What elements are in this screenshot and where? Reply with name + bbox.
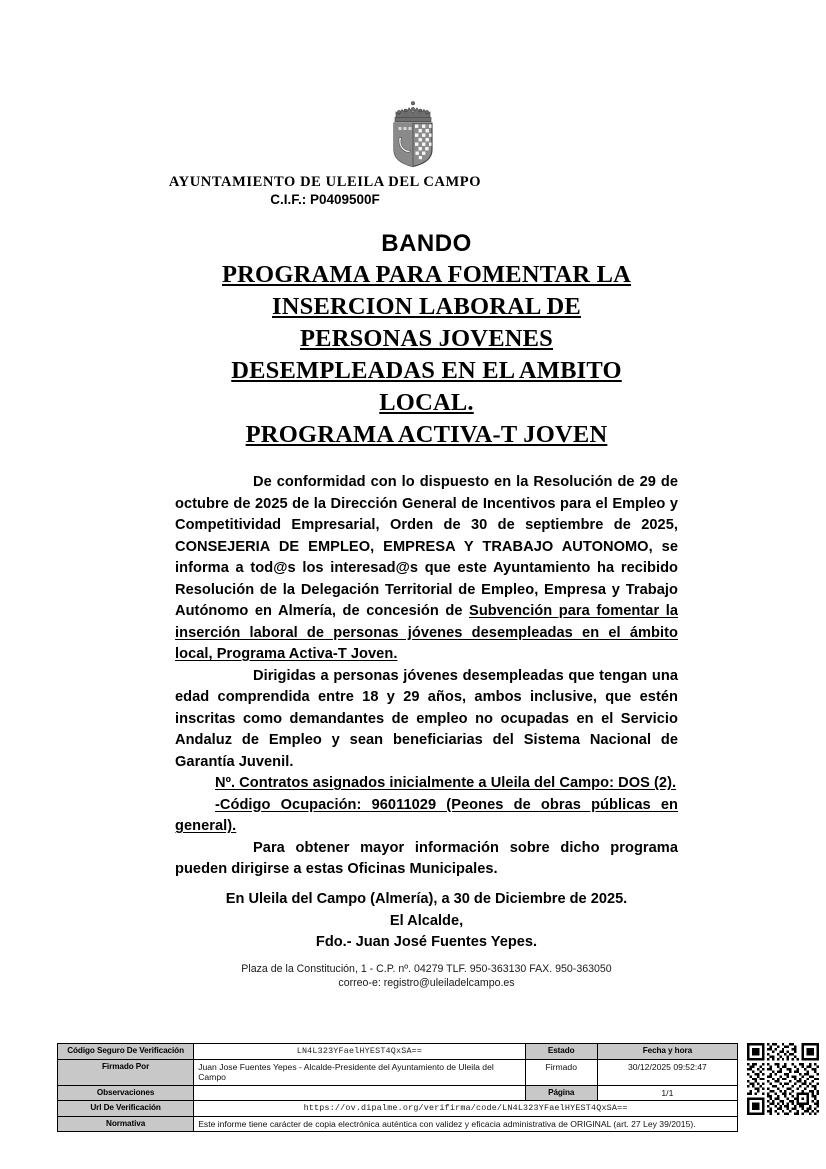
label-verify-url: Url De Verificación	[58, 1101, 194, 1117]
value-observations	[194, 1085, 525, 1101]
program-title-text-2: INSERCION LABORAL DE	[272, 293, 581, 320]
signature-block	[175, 889, 678, 954]
label-datetime: Fecha y hora	[597, 1044, 737, 1060]
page-title: BANDO	[381, 230, 472, 257]
program-title-line-3	[175, 323, 678, 355]
value-regulation: Este informe tiene carácter de copia electrónica auténtica con validez y eficacia administrativa de ORIGINAL (art. 27 Ley 39/2015).	[194, 1116, 738, 1132]
address-line-2: correo-e: registro@uleiladelcampo.es	[338, 977, 515, 989]
program-title-line-4	[175, 355, 678, 387]
program-title-line-2	[175, 291, 678, 323]
signature-name: Fdo.- Juan José Fuentes Yepes.	[315, 934, 538, 950]
program-title-text-6: PROGRAMA ACTIVA-T JOVEN	[245, 421, 608, 448]
paragraph-resolution-underlined: Subvención para fomentar la inserción laboral de personas jóvenes desempleadas en el ámbito local, Programa Activa-T Joven.	[175, 603, 678, 662]
label-status: Estado	[525, 1044, 597, 1060]
paragraph-contracts-text: Nº. Contratos asignados inicialmente a Uleila del Campo: DOS (2).	[215, 775, 677, 791]
table-row	[58, 1101, 738, 1117]
table-row	[58, 1044, 738, 1060]
document-titles	[175, 228, 678, 451]
program-title-text-3: PERSONAS JOVENES	[299, 325, 554, 352]
coat-of-arms-icon	[386, 100, 440, 168]
paragraph-resolution-text: De conformidad con lo dispuesto en la Resolución de 29 de octubre de 2025 de la Dirección General de Incentivos para el Empleo y Competitividad Empresarial, Orden de 30 de septiembre de 2025, CONSEJERIA DE EMPLEO, EMPRESA Y TRABAJO AUTONOMO, se informa a tod@s los interesad@s que este Ayuntamiento ha recibido Resolución de la Delegación Territorial de Empleo, Empresa y Trabajo Autónomo en Almería, de concesión de	[175, 474, 678, 619]
program-title-text-1: PROGRAMA PARA FOMENTAR LA	[222, 261, 631, 288]
value-page: 1/1	[597, 1085, 737, 1101]
program-title-line-6	[175, 419, 678, 451]
label-page: Página	[525, 1085, 597, 1101]
value-signed-by: Juan Jose Fuentes Yepes - Alcalde-Presidente del Ayuntamiento de Uleila del Campo	[194, 1059, 525, 1085]
paragraph-occupation-code-text: -Código Ocupación: 96011029 (Peones de obras públicas en general).	[175, 796, 678, 834]
label-observations: Observaciones	[58, 1085, 194, 1101]
label-csv: Código Seguro De Verificación	[58, 1044, 194, 1060]
table-row	[58, 1116, 738, 1132]
address-line-1: Plaza de la Constitución, 1 - C.P. nº. 04279 TLF. 950-363130 FAX. 950-363050	[241, 963, 612, 975]
document-body	[175, 472, 678, 881]
value-verify-url[interactable]: https://ov.dipalme.org/verifirma/code/LN4L323YFaelHYEST4QxSA==	[194, 1101, 738, 1117]
paragraph-more-info: Para obtener mayor información sobre dicho programa pueden dirigirse a estas Oficinas Municipales.	[175, 839, 678, 877]
paragraph-contracts	[175, 773, 678, 795]
value-csv: LN4L323YFaelHYEST4QxSA==	[194, 1044, 525, 1060]
qr-code-verification[interactable]	[747, 1043, 819, 1115]
verification-zone	[57, 1043, 826, 1153]
address-footer	[175, 962, 678, 990]
program-title-line-5	[175, 387, 678, 419]
program-title-line-1	[175, 259, 678, 291]
organization-cif: C.I.F.: P0409500F	[270, 192, 380, 207]
table-row	[58, 1059, 738, 1085]
paragraph-requirements: Dirigidas a personas jóvenes desempleadas que tengan una edad comprendida entre 18 y 29 años, ambos inclusive, que estén inscritas como demandantes de empleo no ocupadas en el Servicio Andaluz de Empleo y sean beneficiarias del Sistema Nacional de Garantía Juvenil.	[175, 667, 678, 770]
value-status: Firmado	[525, 1059, 597, 1085]
paragraph-occupation-code	[175, 795, 678, 838]
paragraph-resolution	[175, 472, 678, 666]
program-title-text-4: DESEMPLEADAS EN EL AMBITO	[231, 357, 622, 384]
emblem-container	[0, 100, 826, 173]
label-regulation: Normativa	[58, 1116, 194, 1132]
program-title-text-5: LOCAL.	[379, 389, 474, 416]
verification-table	[57, 1043, 738, 1132]
organization-block	[0, 174, 826, 208]
organization-name: AYUNTAMIENTO DE ULEILA DEL CAMPO	[168, 174, 482, 190]
value-datetime: 30/12/2025 09:52:47	[597, 1059, 737, 1085]
table-row	[58, 1085, 738, 1101]
signature-place-date: En Uleila del Campo (Almería), a 30 de Diciembre de 2025.	[225, 891, 628, 907]
label-signed-by: Firmado Por	[58, 1059, 194, 1085]
signature-role: El Alcalde,	[389, 912, 464, 929]
